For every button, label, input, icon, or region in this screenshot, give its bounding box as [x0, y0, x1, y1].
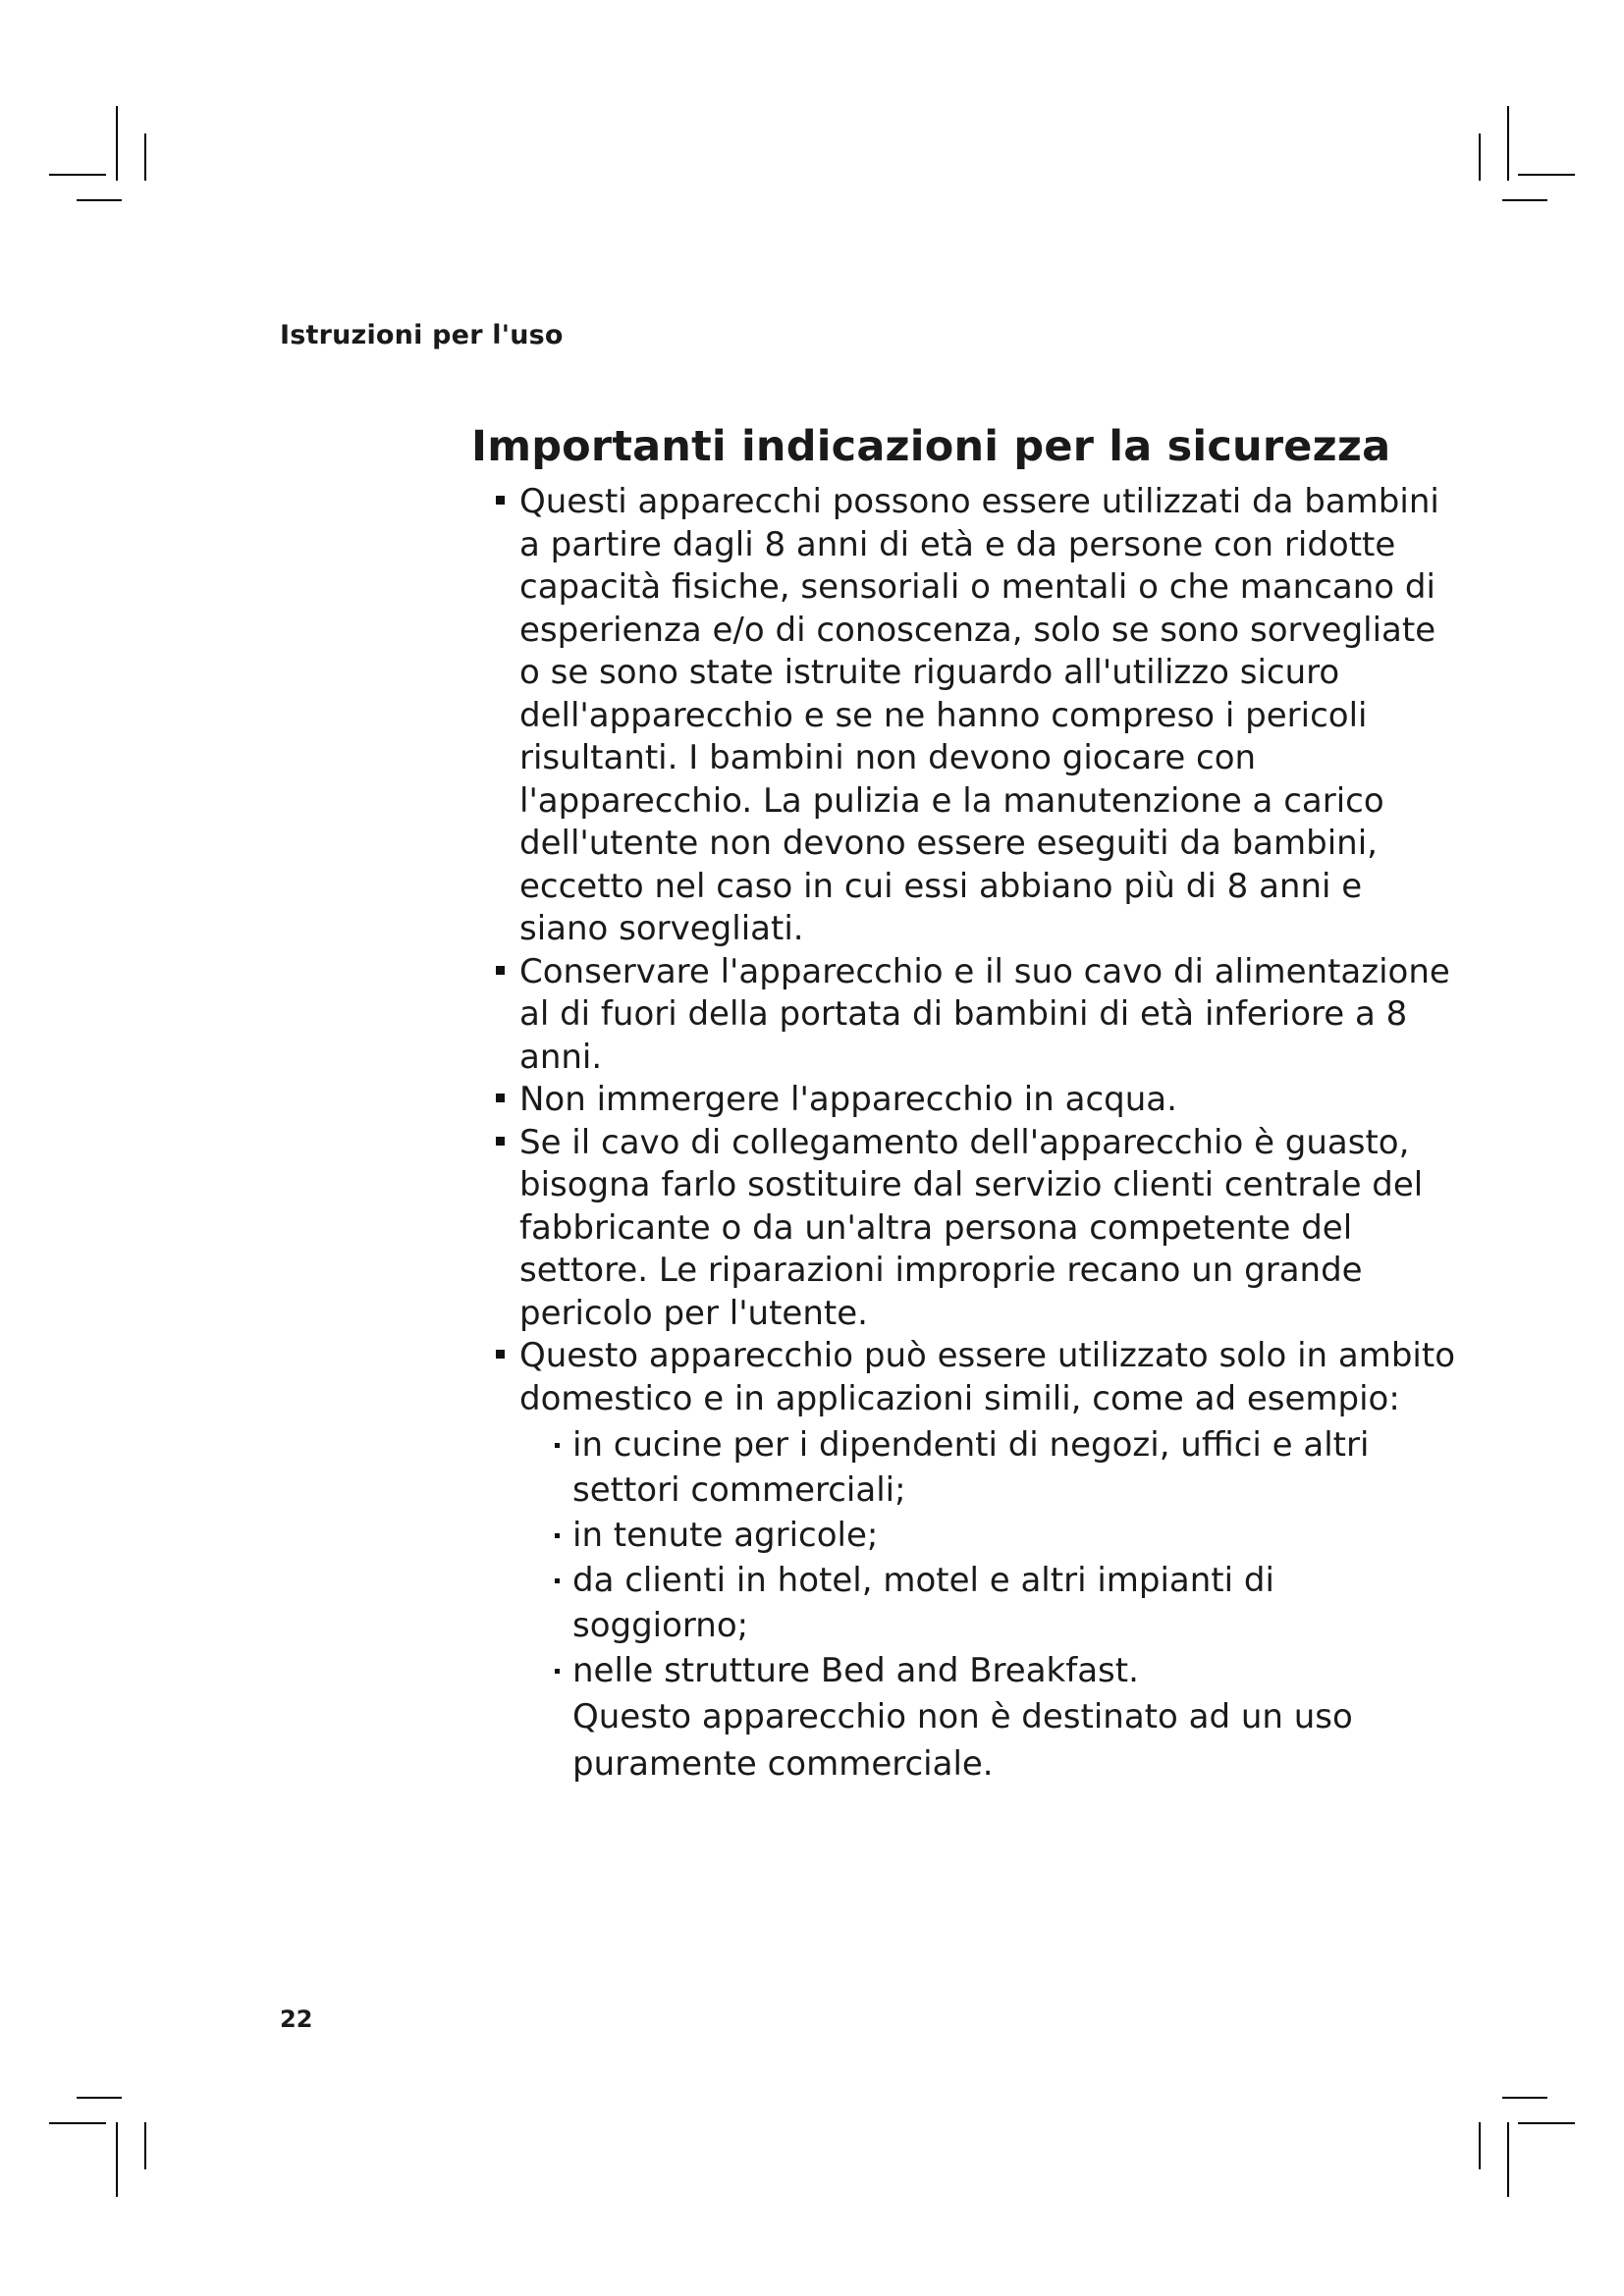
- sub-list-item-text: da clienti in hotel, motel e altri impianti di soggiorno;: [572, 1561, 1274, 1645]
- list-item: [496, 1079, 1458, 1122]
- sub-list-item: [555, 1513, 1458, 1558]
- dot-bullet-icon: [555, 1443, 560, 1448]
- list-item-text: Non immergere l'apparecchio in acqua.: [519, 1080, 1177, 1119]
- square-bullet-icon: [496, 1350, 505, 1359]
- dot-bullet-icon: [555, 1533, 560, 1538]
- list-item: [496, 951, 1458, 1080]
- usage-note: Questo apparecchio non è destinato ad un uso puramente commerciale.: [572, 1697, 1353, 1784]
- square-bullet-icon: [496, 1137, 505, 1146]
- list-item-text: Se il cavo di collegamento dell'apparecchio è guasto, bisogna farlo sostituire dal servizio clienti centrale del fabbricante o da un'altra persona competente del settore. Le riparazioni improprie recano un grande pericolo per l'utente.: [519, 1122, 1424, 1333]
- square-bullet-icon: [496, 1094, 505, 1102]
- sub-list-item: [555, 1648, 1458, 1693]
- square-bullet-icon: [496, 496, 505, 505]
- section-label: Istruzioni per l'uso: [280, 320, 564, 350]
- sub-list: [555, 1422, 1458, 1788]
- list-item: [496, 481, 1458, 951]
- sub-list-item: [555, 1422, 1458, 1513]
- list-item-text: Questo apparecchio può essere utilizzato solo in ambito domestico e in applicazioni simili, come ad esempio:: [519, 1336, 1455, 1418]
- list-item-text: Questi apparecchi possono essere utilizzati da bambini a partire dagli 8 anni di età e da persone con ridotte capacità fisiche, sensoriali o mentali o che mancano di esperienza e/o di conoscenza, solo se sono sorvegliate o se sono state istruite riguardo all'utilizzo sicuro dell'apparecchio e se ne hanno compreso i pericoli risultanti. I bambini non devono giocare con l'apparecchio. La pulizia e la manutenzione a carico dell'utente non devono essere eseguiti da bambini, eccetto nel caso in cui essi abbiano più di 8 anni e siano sorvegliati.: [519, 482, 1439, 948]
- sub-list-item-text: in tenute agricole;: [572, 1516, 879, 1555]
- safety-list: [496, 481, 1458, 1788]
- page-title: Importanti indicazioni per la sicurezza: [471, 422, 1391, 471]
- dot-bullet-icon: [555, 1578, 560, 1583]
- list-item: [496, 1335, 1458, 1788]
- sub-list-item-text: in cucine per i dipendenti di negozi, uffici e altri settori commerciali;: [572, 1425, 1370, 1510]
- list-item: [496, 1122, 1458, 1336]
- dot-bullet-icon: [555, 1669, 560, 1674]
- square-bullet-icon: [496, 966, 505, 975]
- sub-list-item: [555, 1558, 1458, 1648]
- page-number: 22: [280, 2005, 313, 2033]
- sub-list-item-text: nelle strutture Bed and Breakfast.: [572, 1651, 1139, 1690]
- list-item-text: Conservare l'apparecchio e il suo cavo di alimentazione al di fuori della portata di bambini di età inferiore a 8 anni.: [519, 951, 1450, 1077]
